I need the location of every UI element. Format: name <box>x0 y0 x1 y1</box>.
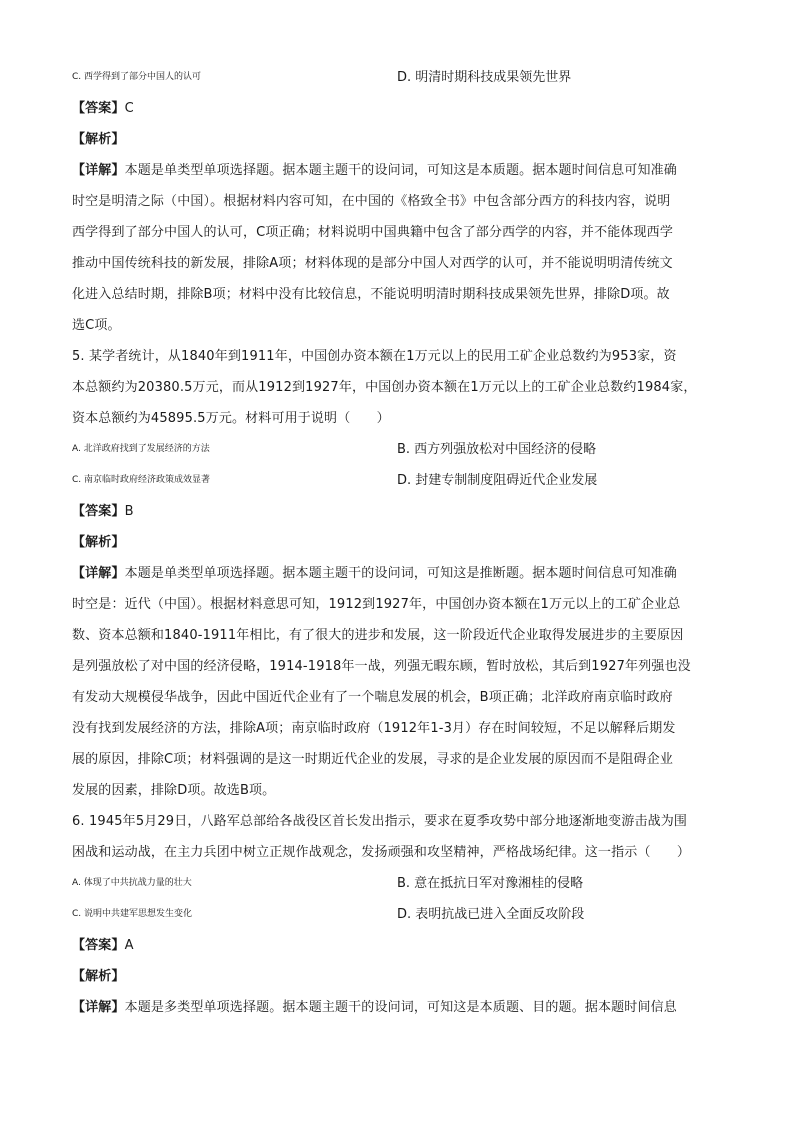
q5-detail-line: 展的原因，排除C项；材料强调的是这一时期近代企业的发展，寻求的是企业发展的原因而不是阻碍企业 <box>72 752 673 767</box>
q5-option-c: C. 南京临时政府经济政策成效显著 <box>72 475 211 485</box>
q5-options-ab <box>72 434 724 465</box>
q6-analysis-label: 【解析】 <box>72 969 125 984</box>
q6-stem-line: 6. 1945年5月29日，八路军总部给各战役区首长发出指示，要求在夏季攻势中部分地逐渐地变游击战为围 <box>72 814 688 829</box>
q4-detail-line: 西学得到了部分中国人的认可，C项正确；材料说明中国典籍中包含了部分西学的内容，并不能体现西学 <box>72 225 673 240</box>
q5-option-a: A. 北洋政府找到了发展经济的方法 <box>72 444 210 454</box>
answer-label: 【答案】 <box>72 101 125 116</box>
q5-stem-line: 本总额约为20380.5万元，而从1912到1927年，中国创办资本额在1万元以上的工矿企业总数约1984家， <box>72 380 697 395</box>
q4-options-cd <box>72 62 724 93</box>
q4-analysis-label: 【解析】 <box>72 132 125 147</box>
answer-label: 【答案】 <box>72 504 125 519</box>
q5-detail-line: 没有找到发展经济的方法，排除A项；南京临时政府（1912年1-3月）存在时间较短，不足以解释后期发 <box>72 721 676 736</box>
exam-page <box>72 62 724 1023</box>
q6-options-ab <box>72 868 724 899</box>
detail-label: 【详解】 <box>72 163 125 178</box>
q6-option-d: D. 表明抗战已进入全面反攻阶段 <box>397 907 585 922</box>
q4-detail-line: 时空是明清之际（中国）。根据材料内容可知，在中国的《格致全书》中包含部分西方的科技内容，说明 <box>72 194 671 209</box>
q5-detail-line: 有发动大规模侵华战争，因此中国近代企业有了一个喘息发展的机会，B项正确；北洋政府南京临时政府 <box>72 690 673 705</box>
q5-answer <box>72 496 724 527</box>
q4-detail-line: 选C项。 <box>72 318 121 333</box>
q4-detail-line: 推动中国传统科技的新发展，排除A项；材料体现的是部分中国人对西学的认可，并不能说明明清传统文 <box>72 256 673 271</box>
detail-label: 【详解】 <box>72 1000 125 1015</box>
answer-value: A <box>124 938 134 953</box>
q6-option-a: A. 体现了中共抗战力量的壮大 <box>72 878 192 888</box>
q5-stem-line: 5. 某学者统计，从1840年到1911年，中国创办资本额在1万元以上的民用工矿企业总数约为953家，资 <box>72 349 677 364</box>
answer-value: B <box>124 504 134 519</box>
q5-option-b: B. 西方列强放松对中国经济的侵略 <box>397 442 597 457</box>
q4-option-c: C. 西学得到了部分中国人的认可 <box>72 72 202 82</box>
q6-options-cd <box>72 899 724 930</box>
q4-detail-line: 【详解】本题是单类型单项选择题。据本题主题干的设问词，可知这是本质题。据本题时间信息可知准确 <box>72 163 677 178</box>
q4-answer <box>72 93 724 124</box>
q5-detail-line: 时空是：近代（中国）。根据材料意思可知，1912到1927年，中国创办资本额在1万元以上的工矿企业总 <box>72 597 681 612</box>
q6-detail-line: 【详解】本题是多类型单项选择题。据本题主题干的设问词，可知这是本质题、目的题。据本题时间信息 <box>72 1000 677 1015</box>
q6-answer <box>72 930 724 961</box>
q5-analysis-label: 【解析】 <box>72 535 125 550</box>
q5-detail-line: 发展的因素，排除D项。故选B项。 <box>72 783 276 798</box>
q6-stem-line: 困战和运动战，在主力兵团中树立正规作战观念，发扬顽强和攻坚精神，严格战场纪律。这一指示（ ） <box>72 845 691 860</box>
q4-detail-line: 化进入总结时期，排除B项；材料中没有比较信息，不能说明明清时期科技成果领先世界，排除D项。故 <box>72 287 670 302</box>
q5-detail-line: 数、资本总额和1840-1911年相比，有了很大的进步和发展，这一阶段近代企业取得发展进步的主要原因 <box>72 628 684 643</box>
detail-label: 【详解】 <box>72 566 125 581</box>
answer-value: C <box>124 101 134 116</box>
answer-label: 【答案】 <box>72 938 125 953</box>
q6-option-b: B. 意在抵抗日军对豫湘桂的侵略 <box>397 876 584 891</box>
q4-option-d: D. 明清时期科技成果领先世界 <box>397 70 572 85</box>
q5-option-d: D. 封建专制制度阻碍近代企业发展 <box>397 473 598 488</box>
q6-option-c: C. 说明中共建军思想发生变化 <box>72 909 193 919</box>
q5-detail-line: 是列强放松了对中国的经济侵略，1914-1918年一战，列强无暇东顾，暂时放松，其后到1927年列强也没 <box>72 659 691 674</box>
q5-stem-line: 资本总额约为45895.5万元。材料可用于说明（ ） <box>72 411 390 426</box>
q5-options-cd <box>72 465 724 496</box>
q5-detail-line: 【详解】本题是单类型单项选择题。据本题主题干的设问词，可知这是推断题。据本题时间信息可知准确 <box>72 566 677 581</box>
